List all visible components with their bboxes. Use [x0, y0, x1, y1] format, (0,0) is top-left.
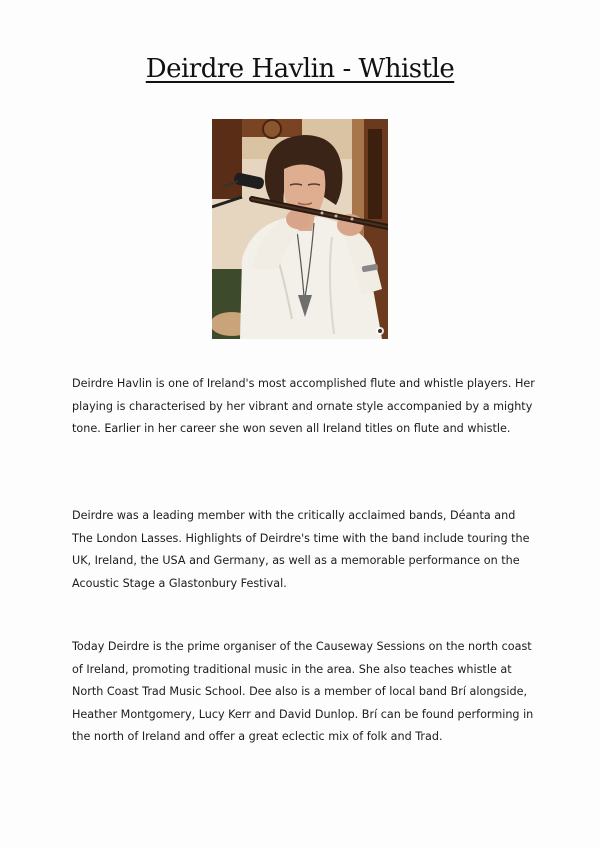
page-title-text: Deirdre Havlin - Whistle	[145, 54, 455, 84]
page-title	[0, 54, 600, 84]
paragraph-intro: Deirdre Havlin is one of Ireland's most accomplished flute and whistle players. Her playing is characterised by her vibrant and ornate style accompanied by a mighty tone. Earlier in her career she won seven all Ireland titles on flute and whistle.	[72, 377, 535, 435]
portrait-photo	[212, 119, 388, 339]
paragraph-bands: Deirdre was a leading member with the critically acclaimed bands, Déanta and The London Lasses. Highlights of Deirdre's time with the band include touring the UK, Ireland, the USA and Germany, as well as a memorable performance on the Acoustic Stage a Glastonbury Festival.	[72, 509, 530, 590]
paragraph-today: Today Deirdre is the prime organiser of the Causeway Sessions on the north coast of Ireland, promoting traditional music in the area. She also teaches whistle at North Coast Trad Music School. Dee also is a member of local band Brí alongside, Heather Montgomery, Lucy Kerr and David Dunlop. Brí can be found performing in the north of Ireland and offer a great eclectic mix of folk and Trad.	[72, 640, 534, 743]
portrait-photo-illustration	[212, 119, 388, 339]
